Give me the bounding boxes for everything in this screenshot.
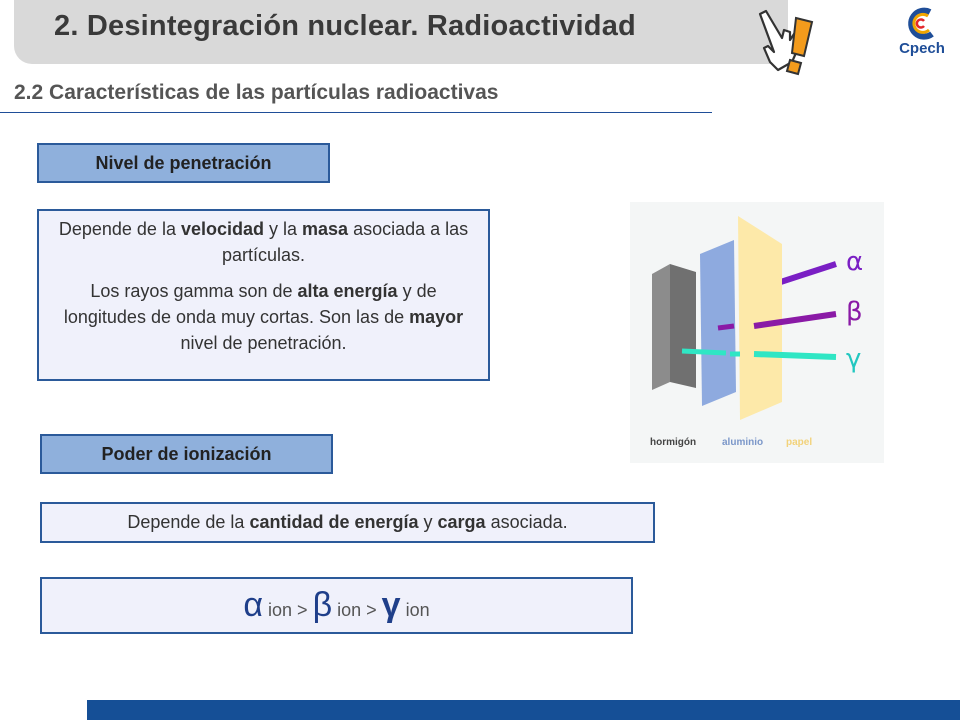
penetration-label: [37, 143, 330, 183]
paper-sheet: [738, 216, 782, 420]
penetration-description: [37, 209, 490, 381]
page-title: 2. Desintegración nuclear. Radioactividad: [54, 10, 636, 42]
ionization-description: Depende de la cantidad de energía y carga asociada.: [40, 502, 655, 543]
subtitle-divider: [0, 112, 712, 113]
logo-mark-icon: [894, 4, 950, 44]
pointing-hand-icon: [748, 4, 820, 80]
ionization-label: [40, 434, 333, 474]
alpha-label: α: [846, 247, 864, 277]
concrete-label: hormigón: [650, 437, 697, 448]
ionization-label-text: Poder de ionización: [101, 444, 272, 464]
penetration-diagram: [630, 202, 884, 463]
gamma-label: γ: [846, 344, 862, 374]
alpha-symbol: α: [243, 586, 264, 624]
aluminum-sheet: [700, 240, 736, 406]
title-bar: [14, 0, 788, 64]
ionization-comparison: α ion > β ion > γ ion: [40, 577, 633, 634]
concrete-block: [652, 264, 670, 390]
logo-text: Cpech: [899, 40, 945, 57]
gamma-symbol: γ: [381, 586, 401, 624]
cpech-logo: [894, 4, 950, 60]
gamma-beam: [754, 354, 836, 357]
penetration-label-text: Nivel de penetración: [95, 153, 272, 173]
section-subtitle: 2.2 Características de las partículas radioactivas: [14, 81, 499, 104]
beta-label: β: [846, 297, 863, 327]
aluminum-label: aluminio: [722, 437, 764, 448]
beta-symbol: β: [312, 586, 333, 624]
paper-label: papel: [786, 437, 813, 448]
penetration-paragraph-1: Depende de la velocidad y la masa asociada a las partículas.: [58, 219, 469, 265]
penetration-paragraph-2: Los rayos gamma son de alta energía y de longitudes de onda muy cortas. Son las de mayor nivel de penetración.: [63, 281, 464, 353]
footer-bar: [87, 700, 960, 720]
